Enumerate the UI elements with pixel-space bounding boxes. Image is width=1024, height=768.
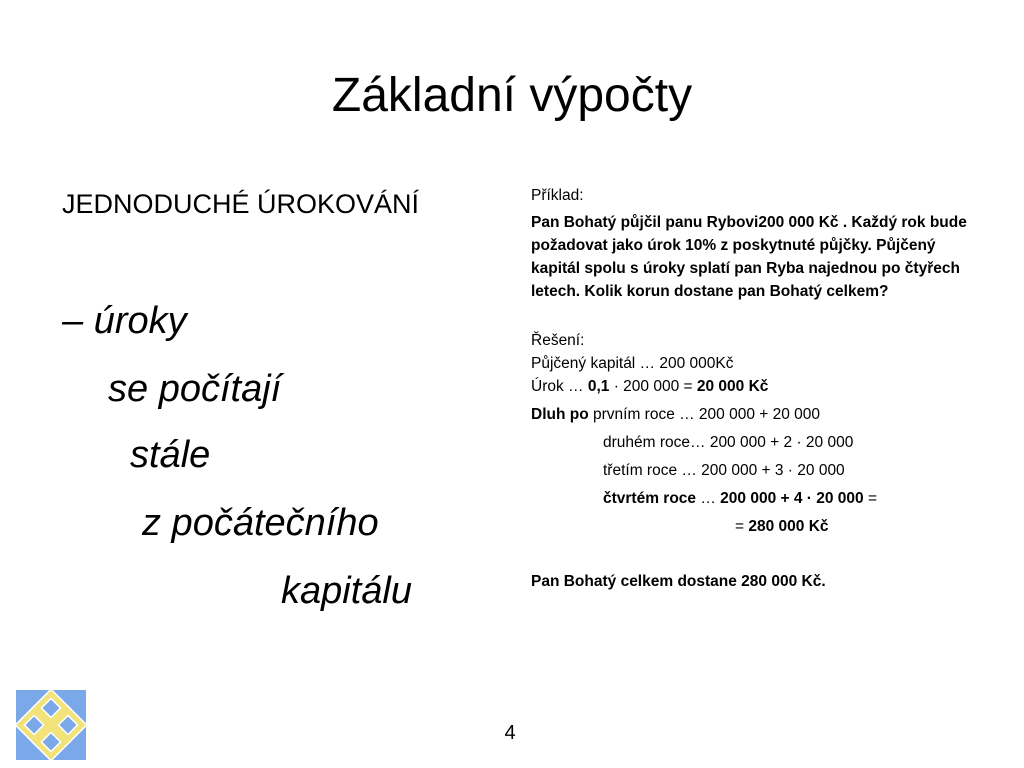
debt-year4-line xyxy=(531,487,971,510)
page-number: 4 xyxy=(504,722,516,744)
debt-total: 280 000 Kč xyxy=(748,518,829,535)
interest-line xyxy=(531,375,971,398)
debt-year1: prvním roce … 200 000 + 20 000 xyxy=(588,406,821,423)
conclusion: Pan Bohatý celkem dostane 280 000 Kč. xyxy=(531,573,826,590)
bullet-line-3: stále xyxy=(130,434,211,476)
debt-year4-label: čtvrtém roce xyxy=(603,490,697,507)
left-heading: JEDNODUCHÉ ÚROKOVÁNÍ xyxy=(62,189,420,219)
spacer xyxy=(531,303,971,329)
interest-rate: 0,1 xyxy=(587,378,610,395)
debt-year2-line: druhém roce… 200 000 + 2 · 20 000 xyxy=(603,434,854,451)
example-problem: Pan Bohatý půjčil panu Rybovi200 000 Kč . Každý rok bude požadovat jako úrok 10% z poskytnuté půjčky. Půjčený kapitál spolu s úroky splatí pan Ryba najednou po čtyřech letech. Kolik korun dostane pan Bohatý celkem? xyxy=(531,214,967,300)
interlocking-squares-logo xyxy=(12,686,90,764)
debt-year4-mid: … xyxy=(696,490,721,507)
debt-year4-expr: 200 000 + 4 · 20 000 xyxy=(720,490,864,507)
interest-middle: · 200 000 = xyxy=(609,378,697,395)
bullet-line-2: se počítají xyxy=(108,368,282,410)
interest-prefix: Úrok … xyxy=(531,378,588,395)
interest-result: 20 000 Kč xyxy=(696,378,769,395)
debt-year1-line xyxy=(531,403,971,426)
example-panel xyxy=(531,184,971,593)
debt-year3-line: třetím roce … 200 000 + 3 · 20 000 xyxy=(603,462,845,479)
debt-total-line xyxy=(531,515,971,538)
bullet-line-4: z počátečního xyxy=(142,502,379,544)
slide-title: Základní výpočty xyxy=(331,69,693,122)
debt-label: Dluh po xyxy=(531,406,589,423)
debt-total-eq: = xyxy=(735,518,749,535)
debt-year4-eq: = xyxy=(863,490,878,507)
spacer xyxy=(531,538,971,560)
bullet-line-1: – úroky xyxy=(62,300,187,342)
example-label: Příklad: xyxy=(531,187,584,204)
bullet-line-5: kapitálu xyxy=(281,570,412,612)
capital-line: Půjčený kapitál … 200 000Kč xyxy=(531,355,734,372)
solution-label: Řešení: xyxy=(531,332,585,349)
